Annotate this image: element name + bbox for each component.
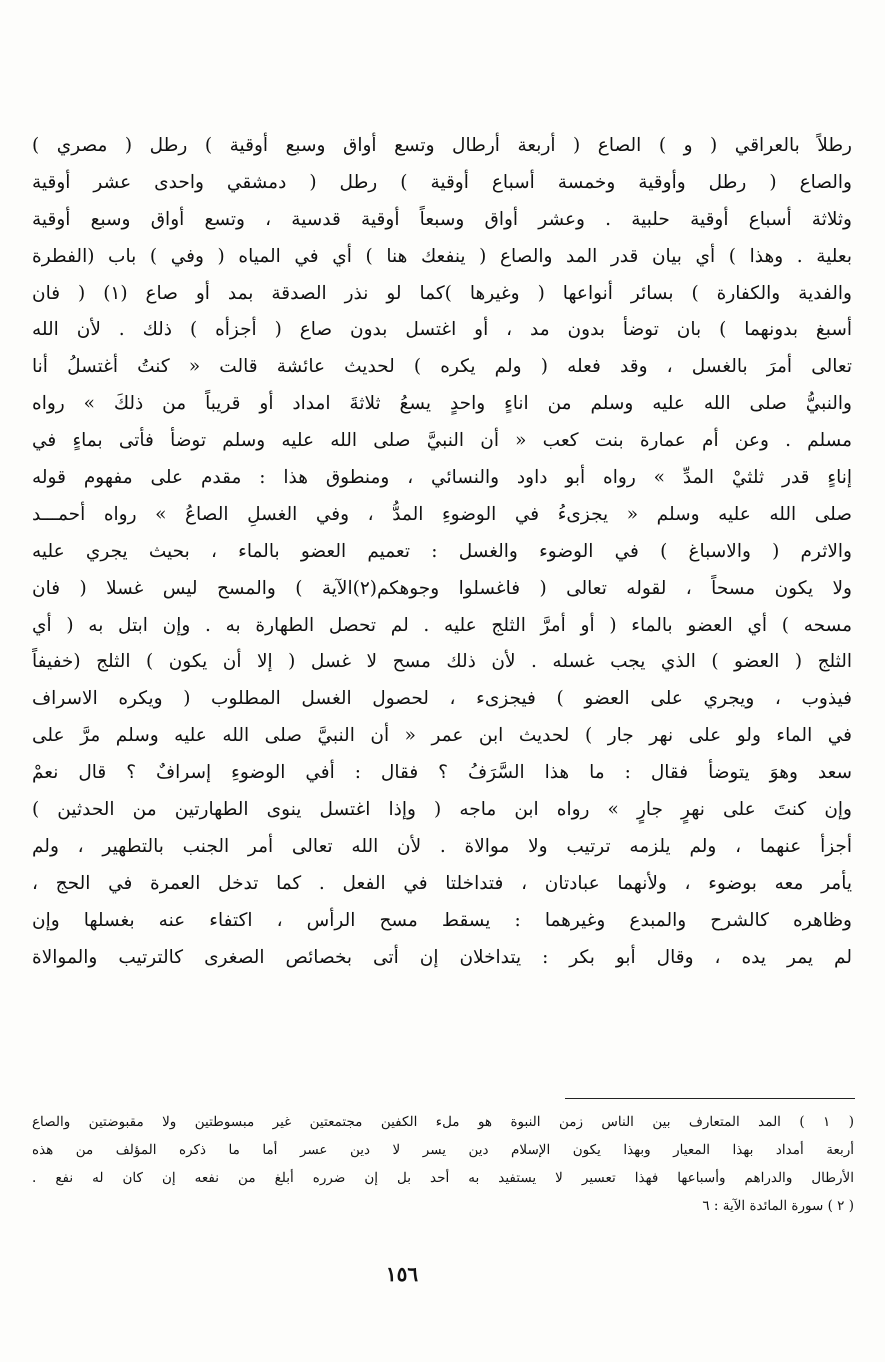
footnote-line: ( ٢ ) سورة المائدة الآية : ٦ [702,1198,854,1214]
text-line: الثلج ( العضو ) الذي يجب غسله . لأن ذلك مسح لا غسل ( إلا أن يكون ) الثلج (خفيفاً [32,651,852,673]
text-line: لم يمر يده ، وقال أبو بكر : يتداخلان إن أتى بخصائص الصغرى كالترتيب والموالاة [32,946,852,968]
page-number: ١٥٦ [385,1262,419,1286]
text-line: فيذوب ، ويجري على العضو ) فيجزىء ، لحصول الغسل المطلوب ( ويكره الاسراف [32,688,852,710]
text-line: والفدية والكفارة ) بسائر أنواعها ( وغيرها )كما لو نذر الصدقة بمد أو صاع (١) ( فان [32,282,852,304]
text-line: أجزأ عنهما ، ولم يلزمه ترتيب ولا موالاة . لأن الله تعالى أمر الجنب بالتطهير ، ولم [32,835,852,857]
text-line: مسحه ) أي العضو بالماء ( أو أمرَّ الثلج عليه . لم تحصل الطهارة به . وإن ابتل به ( أي [32,614,852,636]
text-line: والصاع ( رطل وأوقية وخمسة أسباع أوقية ) رطل ( دمشقي واحدى عشر أوقية [32,171,852,193]
text-line: وإن كنتَ على نهرٍ جارٍ » رواه ابن ماجه ( وإذا اغتسل ينوى الطهارتين من الحدثين ) [32,799,852,821]
footnote-line: ( ١ ) المد المتعارف بين الناس زمن النبوة هو ملء الكفين مجتمعتين غير مبسوطتين ولا مقبوضتين والصاع [32,1114,854,1130]
text-line: أسبغ بدونهما ) بان توضأ بدون مد ، أو اغتسل بدون صاع ( أجزأه ) ذلك . لأن الله [32,319,852,341]
text-line: والاثرم ( والاسباغ ) في الوضوء والغسل : تعميم العضو بالماء ، بحيث يجري عليه [32,540,852,562]
main-text-body [32,128,852,976]
text-line: رطلاً بالعراقي ( و ) الصاع ( أربعة أرطال وتسع أواق وسبع أوقية ) رطل ( مصري ) [32,135,852,156]
text-line: سعد وهوَ يتوضأ فقال : ما هذا السَّرَفُ ؟ فقال : أفي الوضوءِ إسرافٌ ؟ قال نعمْ [32,762,852,784]
text-line: بعلية . وهذا ) أي بيان قدر المد والصاع ( ينفعك هنا ) أي في المياه ( وفي ) باب (الفطرة [32,245,852,267]
text-line: إناءٍ قدر ثلثيْ المدِّ » رواه أبو داود والنسائي ، ومنطوق هذا : مقدم على مفهوم قوله [32,467,852,489]
footnote-line: الأرطال والدراهم وأسباعها فهذا تعسير لا يستفيد به أحد بل إن ضرره أبلغ من نفعه إن كان له نفع . [32,1170,854,1186]
text-line: في الماء ولو على نهر جار ) لحديث ابن عمر « أن النبيَّ صلى الله عليه وسلم مرَّ على [32,725,852,747]
text-line: ولا يكون مسحاً ، لقوله تعالى ( فاغسلوا وجوهكم(٢)الآية ) والمسح ليس غسلا ( فان [32,577,852,599]
text-line: وظاهره كالشرح والمبدع وغيرهما : يسقط مسح الرأس ، اكتفاء عنه بغسلها وإن [32,909,852,931]
footnote-line: أربعة أمداد بهذا المعيار وبهذا يكون الإسلام دين يسر لا دين عسر أما ما ذكره المؤلف من هذه [32,1142,854,1158]
footnotes [32,1108,854,1220]
text-line: وثلاثة أسباع أوقية حلبية . وعشر أواق وسبعاً أوقية قدسية ، وتسع أواق وسبع أوقية [32,208,852,230]
text-line: يأمر معه بوضوء ، ولأنهما عبادتان ، فتداخلتا في الفعل . كما تدخل العمرة في الحج ، [32,872,852,894]
text-line: صلى الله عليه وسلم « يجزىءُ في الوضوءِ المدُّ ، وفي الغسلِ الصاعُ » رواه أحمـــد [32,503,852,525]
text-line: مسلم . وعن أم عمارة بنت كعب « أن النبيَّ صلى الله عليه وسلم توضأ فأتى بماءٍ في [32,430,852,452]
footnote-separator [565,1098,855,1099]
text-line: والنبيُّ صلى الله عليه وسلم من اناءٍ واحدٍ يسعُ ثلاثةَ امداد أو قريباً من ذلكَ » رواه [32,393,852,415]
text-line: تعالى أمرَ بالغسل ، وقد فعله ( ولم يكره ) لحديث عائشة قالت « كنتُ أغتسلُ أنا [32,356,852,378]
